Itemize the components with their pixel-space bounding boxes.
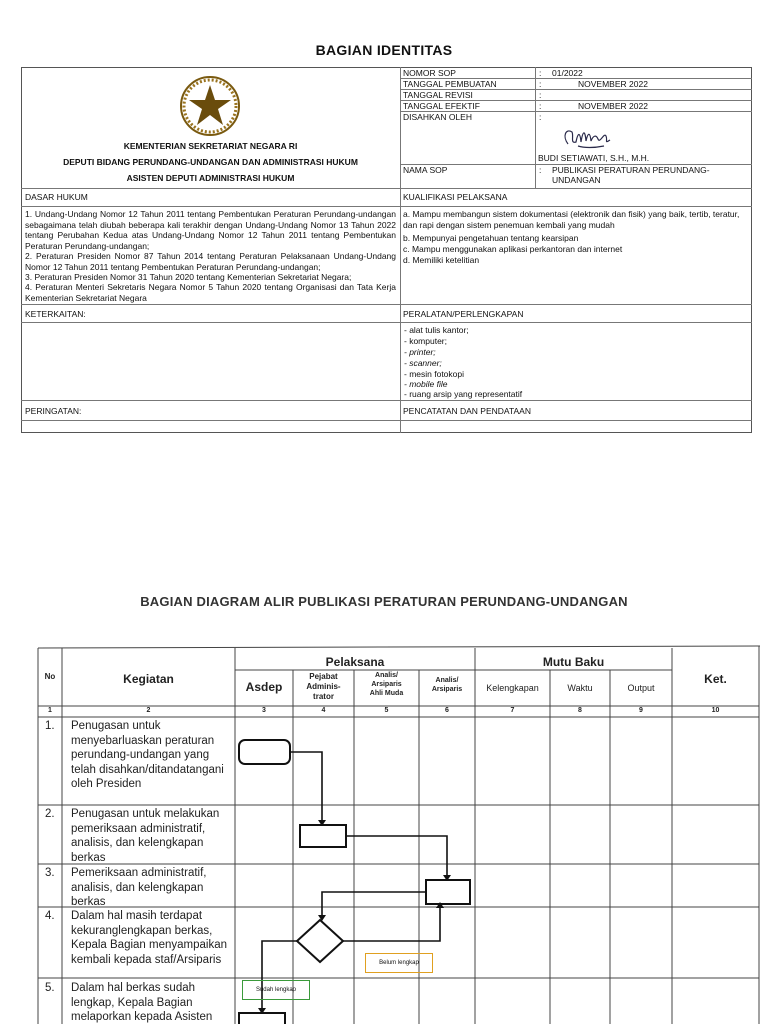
row-no: 1. (45, 720, 55, 732)
row-no: 2. (45, 808, 55, 820)
meta-sep-disahkan: : (539, 112, 542, 122)
peralatan-label: PERALATAN/PERLENGKAPAN (403, 309, 524, 319)
nama-sop-value-2: UNDANGAN (552, 175, 601, 185)
row-kegiatan: Dalam hal berkas sudah lengkap, Kepala Bagian melaporkan kepada Asisten (71, 982, 213, 1023)
flow-heading: BAGIAN DIAGRAM ALIR PUBLIKASI PERATURAN PERUNDANG-UNDANGAN (140, 594, 628, 609)
col-number: 1 (48, 707, 52, 714)
meta-label-disahkan: DISAHKAN OLEH (403, 112, 472, 122)
meta-label-revisi: TANGGAL REVISI (403, 90, 473, 100)
meta-sep-efektif: : (539, 101, 542, 111)
meta-value-pembuatan: NOVEMBER 2022 (578, 79, 648, 89)
peralatan-item: - printer; (404, 347, 436, 357)
decision-diamond (297, 920, 343, 962)
col-number: 4 (321, 707, 326, 714)
dasar-hukum-item: 1. Undang-Undang Nomor 12 Tahun 2011 tentang Pembentukan Peraturan Perundang-undangan sebagaimana telah diubah beberapa kali terakhir dengan Undang-Undang Nomor 13 Tahun 2022 tentang Perubahan Kedua atas Undang-Undang Nomor 12 Tahun 2011 tentang Pembentukan Peraturan Perundang-undangan; (25, 209, 396, 251)
peralatan-item: - komputer; (404, 336, 447, 346)
hdr-ket: Ket. (704, 672, 727, 686)
process-box-5 (239, 1013, 285, 1024)
meta-value-efektif: NOVEMBER 2022 (578, 101, 648, 111)
row-no: 4. (45, 910, 55, 922)
kualifikasi-item: c. Mampu menggunakan aplikasi perkantoran dan internet (403, 244, 623, 254)
process-box-3 (426, 880, 470, 904)
peralatan-item: - mobile file (404, 379, 448, 389)
org-line-1: KEMENTERIAN SEKRETARIAT NEGARA RI (123, 141, 298, 151)
org-line-2: DEPUTI BIDANG PERUNDANG-UNDANGAN DAN ADMINISTRASI HUKUM (63, 157, 358, 167)
col-number: 10 (711, 707, 720, 714)
col-number: 2 (146, 707, 151, 714)
hdr-waktu: Waktu (567, 683, 593, 693)
keterkaitan-label: KETERKAITAN: (25, 309, 86, 319)
org-line-3: ASISTEN DEPUTI ADMINISTRASI HUKUM (126, 173, 295, 183)
meta-label-nomor: NOMOR SOP (403, 68, 456, 78)
peringatan-label: PERINGATAN: (25, 406, 82, 416)
meta-label-efektif: TANGGAL EFEKTIF (403, 101, 480, 111)
dasar-hukum-item: 3. Peraturan Presiden Nomor 31 Tahun 2020 tentang Kementerian Sekretariat Negara; (25, 272, 352, 282)
nama-sop-sep: : (539, 165, 542, 175)
col-number: 6 (445, 707, 449, 714)
sudah-lengkap-label: Sudah lengkap (242, 980, 310, 1000)
process-box-2 (300, 825, 346, 847)
row-kegiatan: Pemeriksaan administratif, analisis, dan kelengkapan berkas (71, 867, 207, 908)
peralatan-item: - mesin fotokopi (404, 369, 464, 379)
hdr-pejabat: Pejabat Adminis- trator (306, 672, 341, 701)
col-number: 3 (262, 707, 266, 714)
belum-lengkap-label: Belum lengkap (365, 953, 433, 973)
meta-sep-nomor: : (539, 68, 542, 78)
row-kegiatan: Dalam hal masih terdapat kekuranglengkapan berkas, Kepala Bagian menyampaikan kembali kepada staf/Arsiparis (71, 910, 227, 966)
start-terminator (239, 740, 290, 764)
col-number: 8 (578, 707, 582, 714)
meta-sep-revisi: : (539, 90, 542, 100)
hdr-no: No (44, 672, 56, 681)
peralatan-item: - alat tulis kantor; (404, 325, 469, 335)
row-no: 5. (45, 982, 55, 994)
hdr-output: Output (627, 683, 655, 693)
kualifikasi-item: a. Mampu membangun sistem dokumentasi (elektronik dan fisik) yang baik, tertib, teratur, dan rapi dengan sistem penemuan kembali yang mudah (403, 209, 740, 230)
kualifikasi-item: b. Mempunyai pengetahuan tentang kearsipan (403, 233, 579, 243)
hdr-pelaksana: Pelaksana (325, 655, 385, 669)
col-number: 7 (510, 707, 515, 714)
pencatatan-label: PENCATATAN DAN PENDATAAN (403, 406, 531, 416)
dasar-hukum-label: DASAR HUKUM (25, 192, 88, 202)
dasar-hukum-item: 2. Peraturan Presiden Nomor 87 Tahun 2014 tentang Peraturan Pelaksanaan Undang-Undang Nomor 12 Tahun 2011 tentang Pembentukan Peraturan Perundang-undangan; (25, 251, 396, 272)
meta-label-pembuatan: TANGGAL PEMBUATAN (403, 79, 497, 89)
meta-value-nomor: 01/2022 (552, 68, 583, 78)
hdr-kegiatan: Kegiatan (123, 672, 174, 686)
hdr-ahli-muda: Analis/ Arsiparis Ahli Muda (369, 672, 404, 697)
identity-heading: BAGIAN IDENTITAS (315, 42, 453, 58)
dasar-hukum-item: 4. Peraturan Menteri Sekretaris Negara Nomor 5 Tahun 2020 tentang Organisasi dan Tata Kerja Kementerian Sekretariat Negara (25, 282, 396, 303)
col-number: 5 (384, 707, 389, 714)
peralatan-item: - scanner; (404, 358, 442, 368)
meta-sep-pembuatan: : (539, 79, 542, 89)
kualifikasi-label: KUALIFIKASI PELAKSANA (403, 192, 508, 202)
hdr-arsiparis: Analis/ Arsiparis (431, 677, 463, 693)
hdr-kelengkapan: Kelengkapan (486, 683, 539, 693)
row-kegiatan: Penugasan untuk melakukan pemeriksaan administratif, analisis, dan kelengkapan berkas (71, 808, 220, 864)
signer-name: BUDI SETIAWATI, S.H., M.H. (538, 153, 650, 163)
nama-sop-label: NAMA SOP (403, 165, 448, 175)
row-kegiatan: Penugasan untuk menyebarluaskan peraturan perundang-undangan yang telah disahkan/ditandatangani oleh Presiden (71, 720, 224, 790)
col-number: 9 (639, 707, 643, 714)
peralatan-item: - ruang arsip yang representatif (404, 389, 523, 399)
hdr-asdep: Asdep (245, 680, 283, 694)
nama-sop-value-1: PUBLIKASI PERATURAN PERUNDANG- (552, 165, 710, 175)
row-no: 3. (45, 867, 55, 879)
hdr-mutu-baku: Mutu Baku (542, 655, 605, 669)
kualifikasi-item: d. Memiliki ketelitian (403, 255, 480, 265)
